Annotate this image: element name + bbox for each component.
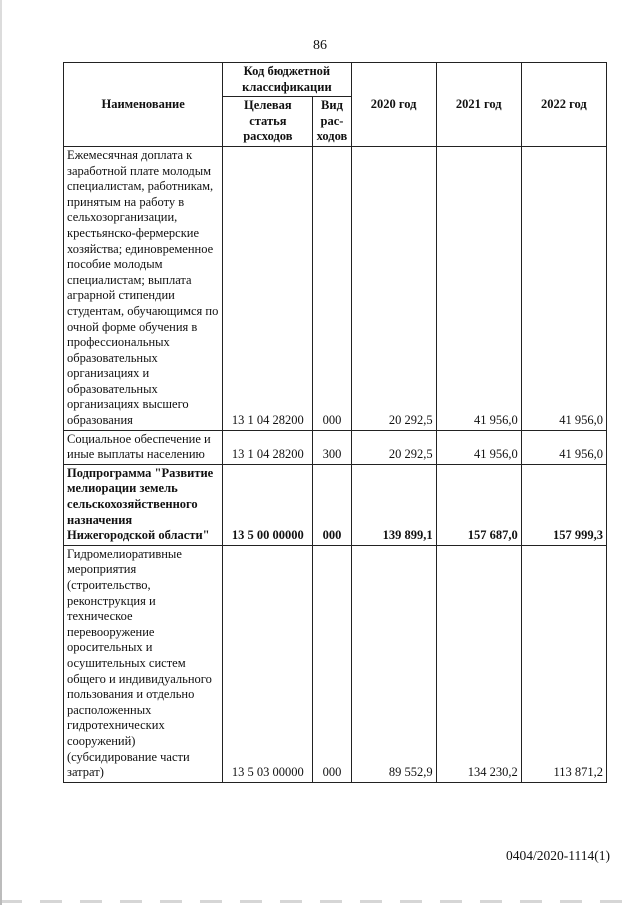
header-row-1: [64, 63, 607, 97]
table-row: [64, 146, 607, 430]
row-2022: 157 999,3: [521, 464, 606, 545]
row-2021: 157 687,0: [436, 464, 521, 545]
row-2022: 41 956,0: [521, 146, 606, 430]
header-2020: 2020 год: [351, 63, 436, 147]
row-vid: 300: [313, 430, 351, 464]
scan-bottom-artifact: [0, 900, 640, 903]
row-name: Подпрограмма "Развитие мелиорации земель сельскохозяйственного назначения Нижегородской области": [64, 464, 223, 545]
header-name: Наименование: [64, 63, 223, 147]
row-name: Гидромелиоративные мероприятия (строительство, реконструкция и техническое перевооружение оросительных и осушительных систем общего и индивидуального пользования и отдельно расположенных гидротехнических сооружений) (субсидирование части затрат): [64, 545, 223, 782]
row-2020: 89 552,9: [351, 545, 436, 782]
document-code: 0404/2020-1114(1): [506, 848, 610, 863]
row-vid: 000: [313, 545, 351, 782]
row-2020: 20 292,5: [351, 430, 436, 464]
row-2022: 113 871,2: [521, 545, 606, 782]
row-name: Социальное обеспечение и иные выплаты населению: [64, 430, 223, 464]
row-2021: 134 230,2: [436, 545, 521, 782]
row-code: 13 5 00 00000: [223, 464, 313, 545]
row-2021: 41 956,0: [436, 146, 521, 430]
row-code: 13 5 03 00000: [223, 545, 313, 782]
row-name: Ежемесячная доплата к заработной плате молодым специалистам, работникам, принятым на работу в сельхозорганизации, крестьянско-фермерские хозяйства; единовременное пособие молодым специалистам; выплата аграрной стипендии студентам, обучающимся по очной форме обучения в профессиональных образовательных организациях и образовательных организациях высшего образования: [64, 146, 223, 430]
row-vid: 000: [313, 146, 351, 430]
row-code: 13 1 04 28200: [223, 146, 313, 430]
row-2020: 20 292,5: [351, 146, 436, 430]
row-2020: 139 899,1: [351, 464, 436, 545]
table-row-subprogram: [64, 464, 607, 545]
header-2021: 2021 год: [436, 63, 521, 147]
header-code-group: Код бюджетной классификации: [223, 63, 351, 97]
header-vid: Вид рас-ходов: [313, 97, 351, 147]
row-2022: 41 956,0: [521, 430, 606, 464]
row-2021: 41 956,0: [436, 430, 521, 464]
page-number: 86: [313, 38, 327, 53]
table-row: [64, 545, 607, 782]
header-2022: 2022 год: [521, 63, 606, 147]
table-row: [64, 430, 607, 464]
scan-left-edge: [0, 0, 2, 905]
row-code: 13 1 04 28200: [223, 430, 313, 464]
budget-table: [63, 62, 607, 783]
row-vid: 000: [313, 464, 351, 545]
header-target: Целевая статья расходов: [223, 97, 313, 147]
